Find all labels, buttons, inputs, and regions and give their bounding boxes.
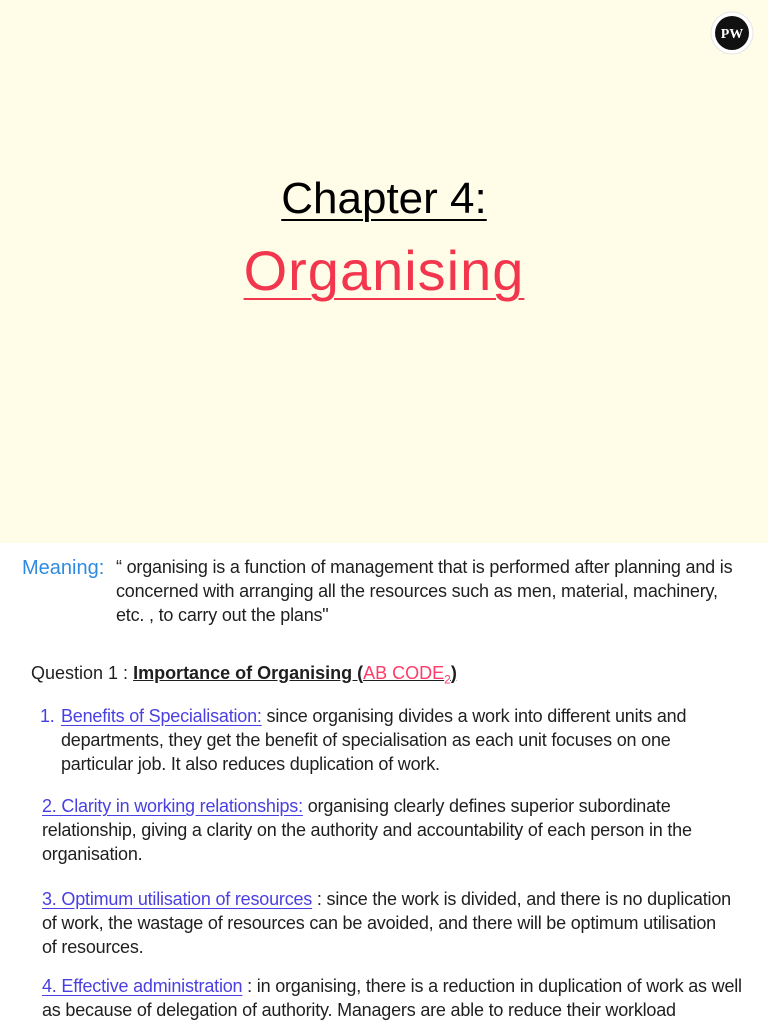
- point-1-body: since organising divides a work into different units and departments, they get the benefit of specialisation as each unit focuses on one particular job. It also reduces duplication of work.: [61, 706, 687, 774]
- chapter-heading: Chapter 4:: [281, 174, 487, 223]
- point-2: [42, 794, 732, 866]
- point-4-body: : in organising, there is a reduction in duplication of work as well as because of delegation of authority. Managers are able to reduce their workload: [42, 976, 742, 1020]
- point-1-text: [40, 704, 700, 776]
- point-4: [42, 974, 742, 1022]
- question-code-sub: 2: [444, 672, 451, 687]
- point-4-heading: 4. Effective administration: [42, 976, 243, 996]
- question-code-text: AB CODE: [363, 663, 445, 683]
- question-close: ): [450, 663, 457, 683]
- svg-text:PW: PW: [720, 27, 744, 42]
- question-title-text: Importance of Organising (: [133, 663, 364, 683]
- point-2-heading: 2. Clarity in working relationships:: [42, 796, 303, 816]
- meaning-text: “ organising is a function of management that is performed after planning and is concerned with arranging all the resources such as men, material, machinery, etc. , to carry out the plans": [116, 557, 733, 625]
- notes-page: [0, 543, 768, 1024]
- point-1-heading: Benefits of Specialisation:: [61, 706, 262, 726]
- question-heading: [31, 661, 457, 692]
- pw-logo: [710, 11, 754, 55]
- point-3-body: : since the work is divided, and there is no duplication of work, the wastage of resources can be avoided, and there will be optimum utilisation of resources.: [42, 889, 731, 957]
- question-title: [133, 663, 457, 687]
- question-prefix: Question 1 :: [31, 663, 134, 683]
- chapter-subject: Organising: [243, 239, 525, 302]
- question-code: [363, 663, 451, 687]
- point-3-heading: 3. Optimum utilisation of resources: [42, 889, 313, 909]
- point-2-body: organising clearly defines superior subordinate relationship, giving a clarity on the authority and accountability of each person in the organisation.: [42, 796, 692, 864]
- meaning-label: Meaning:: [22, 557, 105, 579]
- point-1: [40, 704, 700, 776]
- point-3: [42, 887, 732, 959]
- point-1-number: 1.: [40, 706, 55, 726]
